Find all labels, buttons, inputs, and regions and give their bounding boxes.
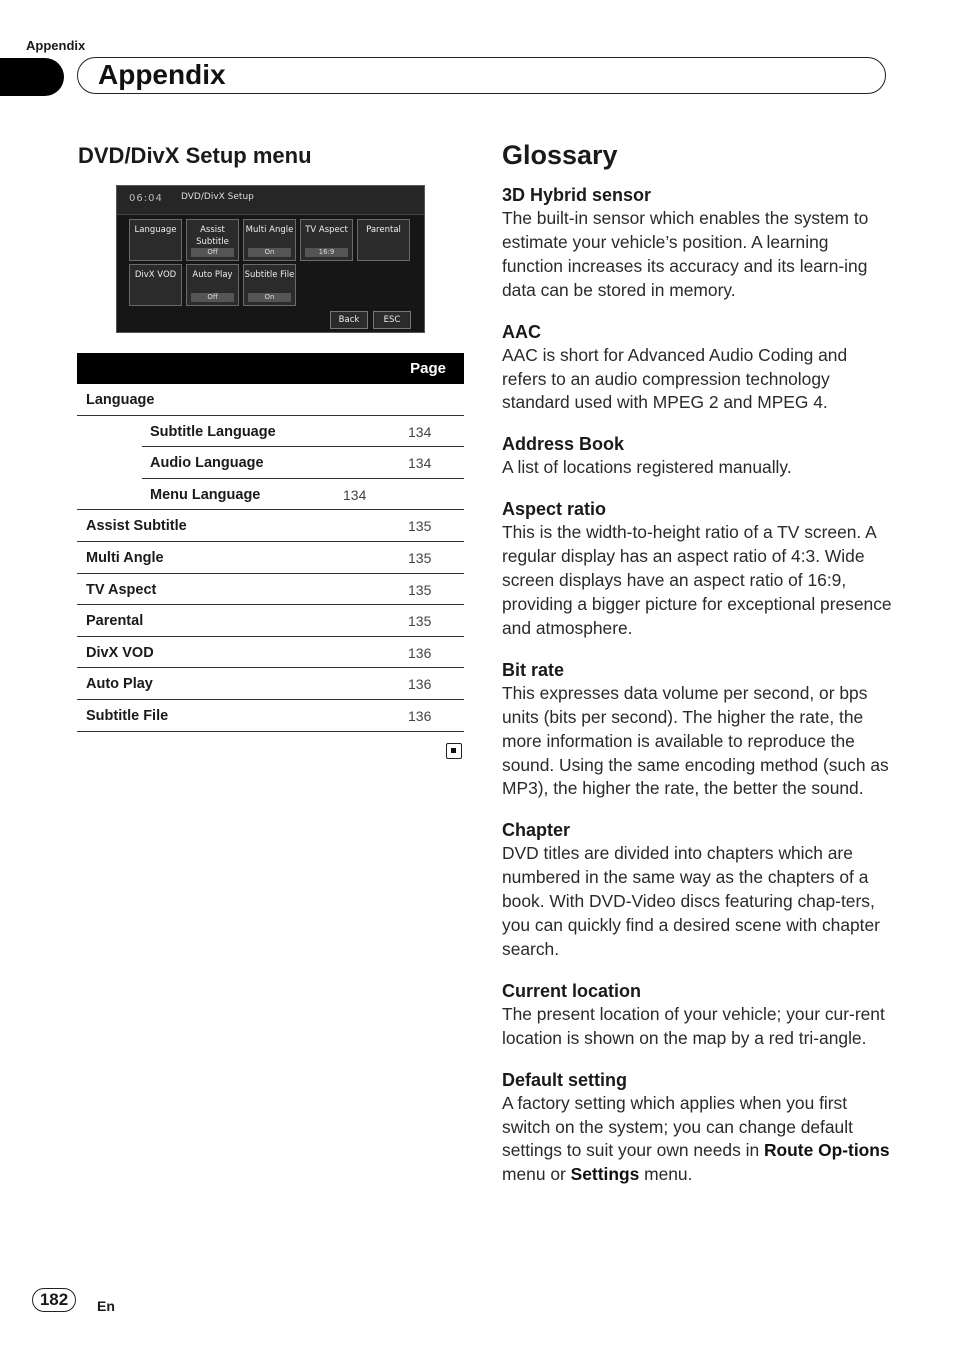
section-title: Appendix (98, 59, 226, 90)
end-of-section-icon (446, 743, 462, 759)
glossary-entry: 3D Hybrid sensor The built-in sensor which enables the system to estimate your vehicle’s position. A learning function increases its accuracy and its learn-ing data can be stored in memory. (502, 185, 869, 300)
language-code: En (97, 1298, 115, 1314)
screen-clock: 06:04 (129, 193, 163, 204)
page-reference-table (77, 353, 464, 732)
table-row: Auto Play 136 (77, 668, 464, 700)
setup-menu-screenshot (116, 185, 425, 333)
screen-title: DVD/DivX Setup (181, 192, 254, 202)
table-row: Parental 135 (77, 605, 464, 637)
screen-cell-assist-subtitle: Assist Subtitle Off (186, 219, 239, 261)
glossary-entry: AAC AAC is short for Advanced Audio Coding and refers to an audio compression technology standard used with MPEG 2 and MPEG 4. (502, 321, 848, 413)
screen-top-bar (117, 186, 424, 215)
table-row: Subtitle Language 134 (142, 416, 464, 448)
glossary-entry: Address Book A list of locations registered manually. (502, 434, 792, 478)
screen-cell-auto-play: Auto Play Off (186, 264, 239, 306)
dvd-divx-setup-heading: DVD/DivX Setup menu (78, 143, 312, 168)
screen-esc-button: ESC (373, 311, 411, 329)
table-row: Assist Subtitle 135 (77, 510, 464, 542)
glossary-entry: Bit rate This expresses data volume per second, or bps units (bits per second). The higher the rate, the more information is available to reproduce the sound. Using the same encoding method (such as MP3), the higher the rate, the better the sound. (502, 659, 889, 799)
glossary-entry: Default setting A factory setting which applies when you first switch on the system; you can change default settings to suit your own needs in Route Op-tions menu or Settings menu. (502, 1069, 890, 1185)
section-tab-marker (0, 58, 64, 96)
table-row: Multi Angle 135 (77, 542, 464, 574)
page-number: 182 (32, 1288, 76, 1312)
screen-back-button: Back (330, 311, 368, 329)
table-row: Audio Language 134 (142, 447, 464, 479)
table-row: DivX VOD 136 (77, 637, 464, 669)
glossary-section (502, 140, 894, 1204)
screen-cell-multi-angle: Multi Angle On (243, 219, 296, 261)
glossary-entry: Aspect ratio This is the width-to-height ratio of a TV screen. A regular display has an aspect ratio of 4:3. Wide screen displays have an aspect ratio of 16:9, providing a bigger picture for exceptional presence and atmosphere. (502, 499, 892, 638)
section-title-bar (77, 57, 886, 94)
table-row: Subtitle File 136 (77, 700, 464, 732)
screen-cell-subtitle-file: Subtitle File On (243, 264, 296, 306)
table-row: Menu Language 134 (77, 479, 464, 511)
running-head: Appendix (26, 38, 86, 53)
table-row: Language (77, 384, 464, 416)
glossary-title: Glossary (502, 140, 618, 170)
table-header-page: Page (410, 360, 446, 377)
table-header (77, 353, 464, 384)
glossary-entry: Chapter DVD titles are divided into chapters which are numbered in the same way as the chapters of a book. With DVD-Video discs featuring chap-ters, you can quickly find a desired scene with chapter search. (502, 820, 880, 959)
screen-cell-parental: Parental (357, 219, 410, 261)
screen-cell-divx-vod: DivX VOD (129, 264, 182, 306)
screen-cell-tv-aspect: TV Aspect 16:9 (300, 219, 353, 261)
screen-cell-language: Language (129, 219, 182, 261)
table-row: TV Aspect 135 (77, 574, 464, 606)
glossary-entry: Current location The present location of your vehicle; your cur-rent location is shown on the map by a red tri-angle. (502, 980, 885, 1048)
